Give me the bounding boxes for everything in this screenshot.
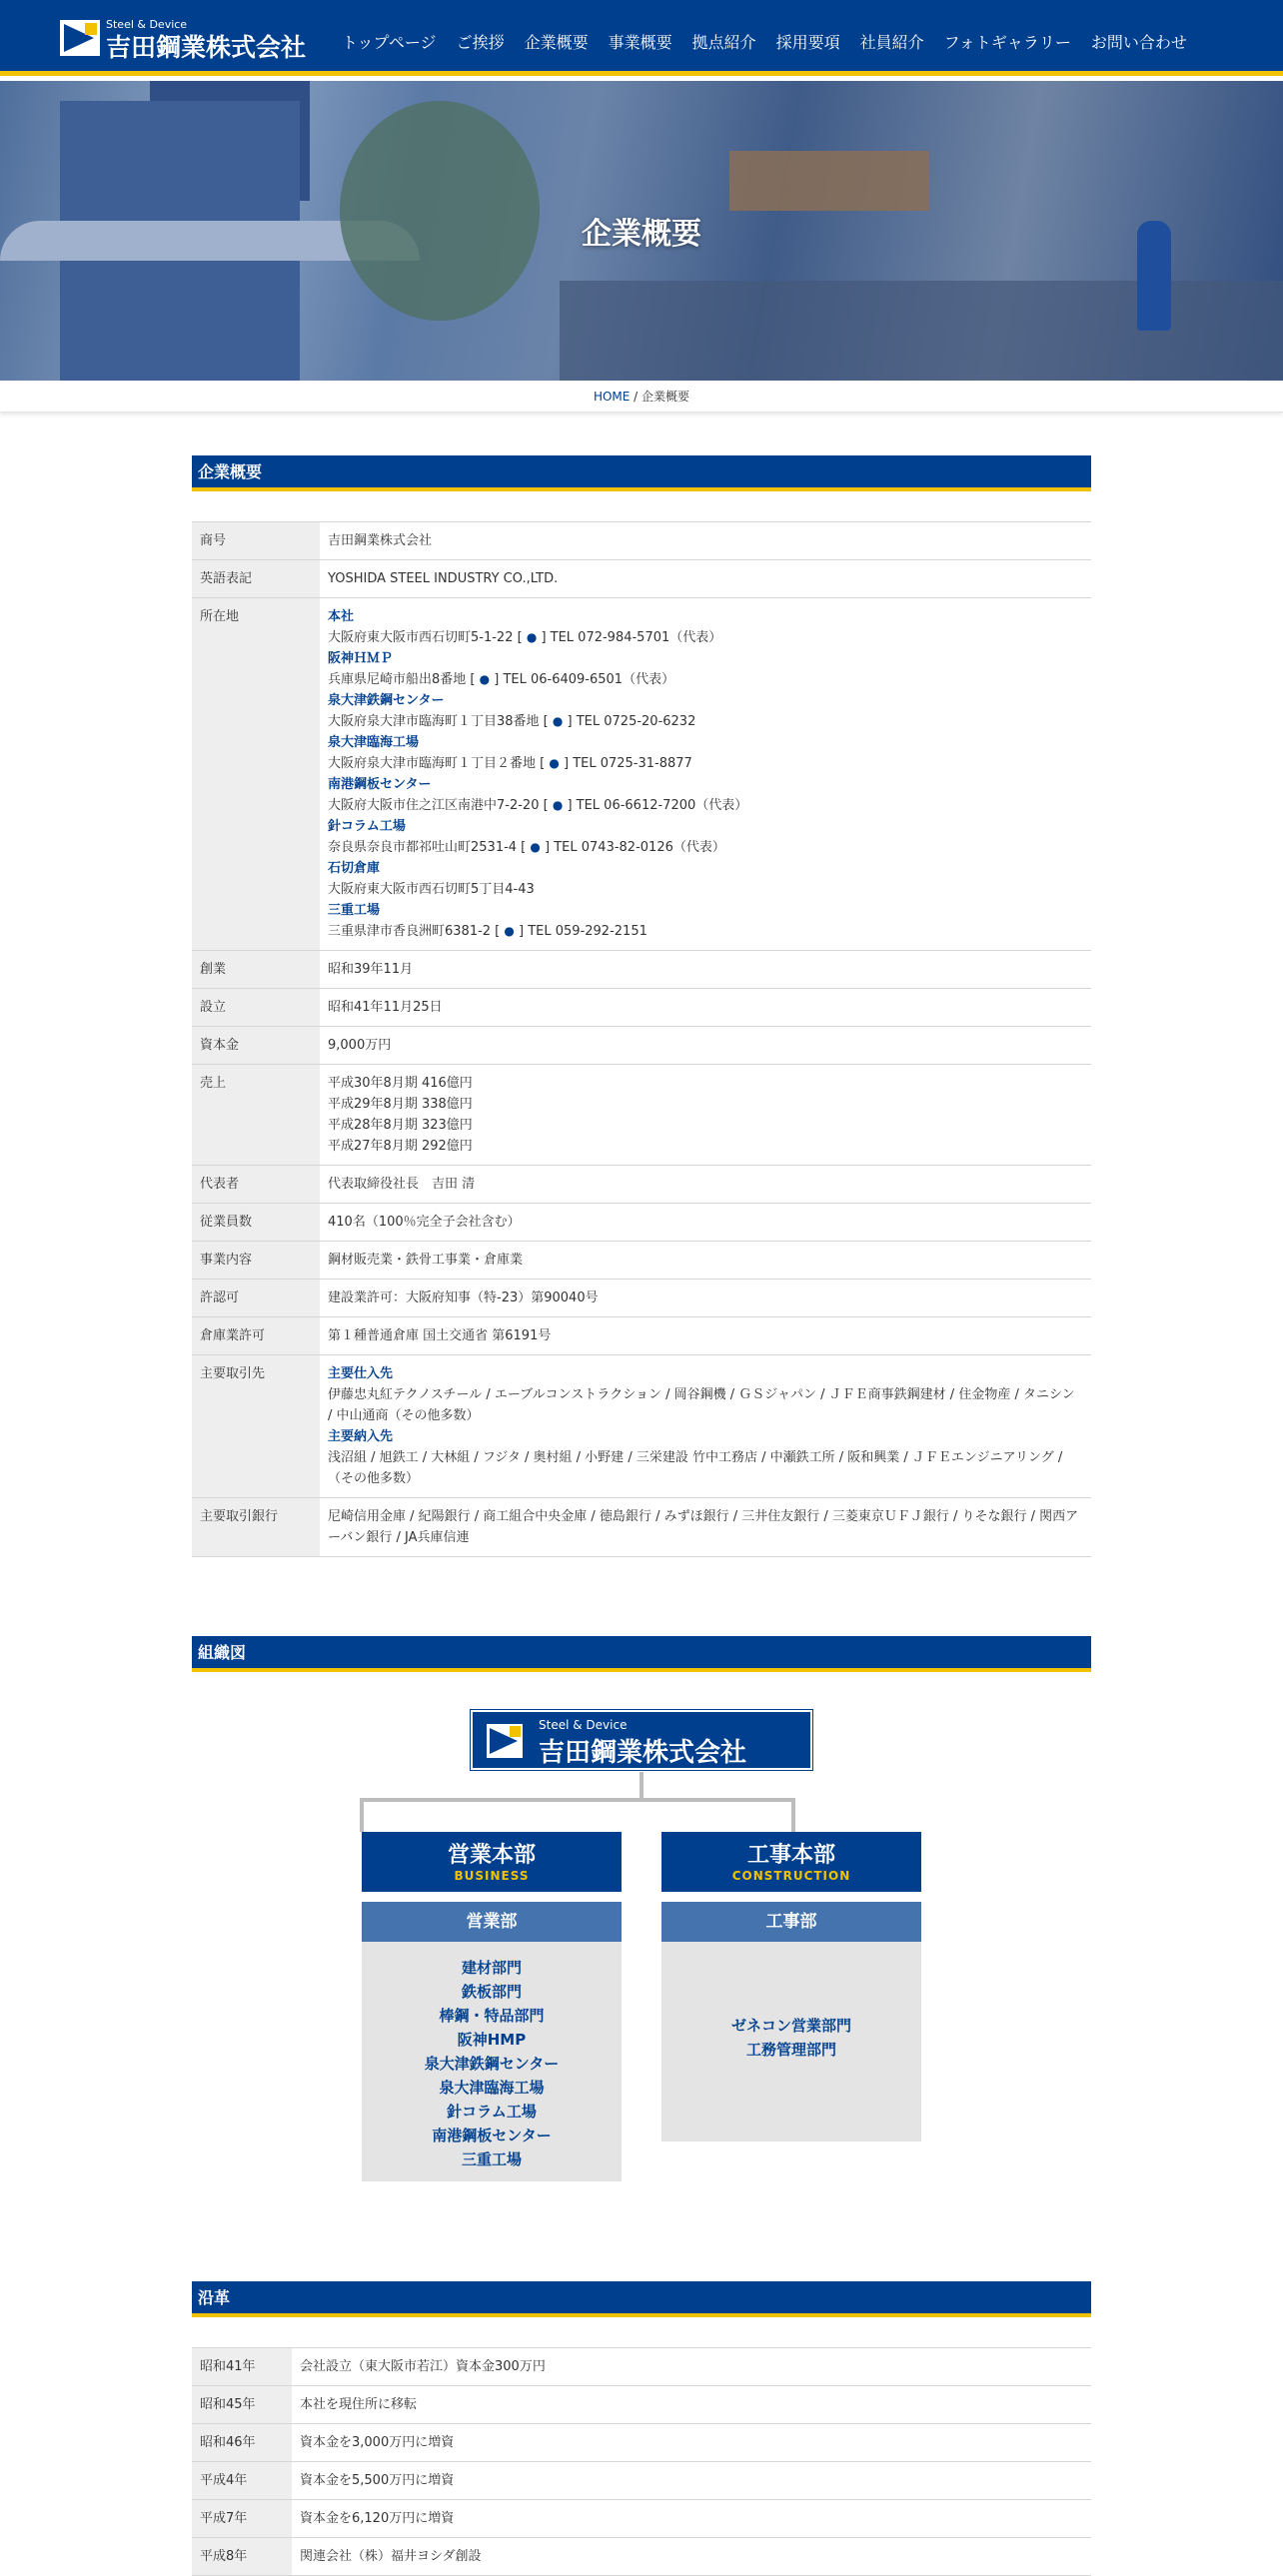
table-row	[192, 2462, 1091, 2500]
list-item: 棒鋼・特品部門	[439, 2007, 545, 2025]
list-item: 建材部門	[461, 1959, 522, 1977]
history-year: 昭和41年	[192, 2348, 292, 2386]
location-hanshin-hmp	[328, 648, 1083, 690]
logo-mark-icon	[60, 20, 100, 56]
sales-line: 平成27年8月期 292億円	[328, 1139, 473, 1154]
history-event: 本社を現住所に移転	[292, 2386, 1091, 2424]
locations-list	[320, 598, 1091, 951]
location-name: 針コラム工場	[328, 819, 406, 834]
row-label: 資本金	[192, 1027, 320, 1065]
location-name: 泉大津鉄鋼センター	[328, 693, 445, 708]
list-item: 針コラム工場	[447, 2103, 537, 2121]
row-value: 9,000万円	[320, 1027, 1091, 1065]
row-label: 主要取引銀行	[192, 1498, 320, 1557]
row-label: 従業員数	[192, 1204, 320, 1242]
list-item: 南港鋼板センター	[432, 2127, 552, 2145]
org-connector	[360, 1798, 364, 1832]
nav-contact[interactable]: お問い合わせ	[1090, 33, 1187, 52]
list-item: 泉大津鉄鋼センター	[424, 2055, 560, 2073]
history-event: 資本金を3,000万円に増資	[292, 2424, 1091, 2462]
location-address: 三重県津市香良洲町6381-2 [	[328, 924, 501, 939]
location-name: 阪神ＨＭＰ	[328, 651, 394, 666]
logo-company-name: 吉田鋼業株式会社	[106, 33, 307, 62]
section-heading-overview: 企業概要	[192, 455, 1091, 491]
map-pin-icon[interactable]: ●	[530, 840, 541, 854]
history-year: 平成8年	[192, 2538, 292, 2576]
row-value: 昭和39年11月	[320, 951, 1091, 989]
org-logo-tagline: Steel & Device	[539, 1718, 628, 1732]
location-ishikiri-warehouse	[328, 858, 1083, 900]
sales-line: 平成28年8月期 323億円	[328, 1118, 473, 1133]
table-row	[192, 598, 1091, 951]
location-address: 兵庫県尼崎市船出8番地 [	[328, 672, 476, 687]
list-item: 工務管理部門	[745, 2041, 836, 2059]
history-event: 会社設立（東大阪市若江）資本金300万円	[292, 2348, 1091, 2386]
row-label: 英語表記	[192, 560, 320, 598]
row-label: 所在地	[192, 598, 320, 951]
table-row	[192, 2500, 1091, 2538]
table-row	[192, 1166, 1091, 1204]
location-address: 大阪府大阪市住之江区南港中7-2-20 [	[328, 798, 549, 813]
row-label: 許認可	[192, 1280, 320, 1317]
table-row	[192, 1280, 1091, 1317]
subdept-sales: 営業部	[362, 1902, 622, 1942]
list-item: 鉄板部門	[461, 1983, 522, 2001]
suppliers-list: 伊藤忠丸紅テクノスチール / エーブルコンストラクション / 岡谷鋼機 / ＧＳジャパン / ＪＦＥ商事鉄鋼建材 / 住金物産 / タニシン / 中山通商（その他多数）	[328, 1387, 1075, 1423]
dept-business	[362, 1832, 622, 1892]
breadcrumb-separator: /	[634, 390, 639, 404]
table-row	[192, 2538, 1091, 2576]
row-value: 尼崎信用金庫 / 紀陽銀行 / 商工組合中央金庫 / 徳島銀行 / みずほ銀行 / 三井住友銀行 / 三菱東京ＵＦＪ銀行 / りそな銀行 / 関西アーバン銀行 / JA兵庫信連	[320, 1498, 1091, 1557]
location-hari-column	[328, 816, 1083, 858]
table-row	[192, 2386, 1091, 2424]
breadcrumb-home[interactable]: HOME	[593, 390, 631, 404]
org-chart-logo	[471, 1710, 812, 1770]
location-nanko-center	[328, 774, 1083, 816]
customers-list: 浅沼組 / 旭鉄工 / 大林組 / フジタ / 奥村組 / 小野建 / 三栄建設 竹中工務店 / 中瀬鉄工所 / 阪和興業 / ＪＦＥエンジニアリング /（その他多数）	[328, 1450, 1063, 1486]
list-item: 阪神HMP	[457, 2031, 527, 2049]
row-value: 鋼材販売業・鉄骨工事業・倉庫業	[320, 1242, 1091, 1280]
logo-tagline: Steel & Device	[106, 18, 188, 31]
breadcrumb	[0, 381, 1283, 413]
map-pin-icon[interactable]: ●	[549, 756, 560, 770]
table-row	[192, 951, 1091, 989]
table-row	[192, 560, 1091, 598]
site-header	[0, 0, 1283, 76]
row-value: 第１種普通倉庫 国土交通省 第6191号	[320, 1317, 1091, 1355]
nav-company-overview[interactable]: 企業概要	[524, 33, 589, 52]
row-value: YOSHIDA STEEL INDUSTRY CO.,LTD.	[320, 560, 1091, 598]
location-address: 大阪府泉大津市臨海町１丁目２番地 [	[328, 756, 546, 771]
hero-crane	[729, 151, 929, 211]
location-tel: ] TEL 0743-82-0126（代表）	[545, 840, 725, 855]
customers-label: 主要納入先	[328, 1429, 394, 1444]
location-name: 南港鋼板センター	[328, 777, 432, 792]
row-label: 事業内容	[192, 1242, 320, 1280]
location-izumiotsu-center	[328, 690, 1083, 732]
history-year: 平成4年	[192, 2462, 292, 2500]
list-item: 泉大津臨海工場	[439, 2079, 545, 2097]
sales-line: 平成30年8月期 416億円	[328, 1076, 473, 1091]
section-heading-history: 沿革	[192, 2281, 1091, 2317]
org-connector	[360, 1798, 795, 1802]
location-tel: ] TEL 072-984-5701（代表）	[541, 630, 722, 645]
table-row	[192, 1204, 1091, 1242]
map-pin-icon[interactable]: ●	[552, 714, 564, 728]
history-year: 平成7年	[192, 2500, 292, 2538]
location-name: 三重工場	[328, 903, 381, 918]
list-item: ゼネコン営業部門	[730, 2017, 851, 2035]
history-table	[192, 2347, 1091, 2576]
location-mie-factory	[328, 900, 1083, 942]
row-value: 410名（100％完全子会社含む）	[320, 1204, 1091, 1242]
row-value	[320, 1065, 1091, 1166]
construction-divisions-box	[661, 1942, 921, 2142]
history-year: 昭和46年	[192, 2424, 292, 2462]
table-row	[192, 1242, 1091, 1280]
table-row	[192, 989, 1091, 1027]
row-value: 建設業許可：大阪府知事（特-23）第90040号	[320, 1280, 1091, 1317]
row-value	[320, 1355, 1091, 1498]
nav-gallery[interactable]: フォトギャラリー	[943, 33, 1071, 52]
logo-mark-icon	[487, 1724, 523, 1758]
table-row	[192, 1065, 1091, 1166]
row-label: 売上	[192, 1065, 320, 1166]
table-row	[192, 1498, 1091, 1557]
map-pin-icon[interactable]: ●	[552, 798, 564, 812]
map-pin-icon[interactable]: ●	[504, 924, 515, 938]
table-row	[192, 2348, 1091, 2386]
history-event: 資本金を5,500万円に増資	[292, 2462, 1091, 2500]
hero-steel-plates	[560, 281, 1283, 381]
row-label: 商号	[192, 522, 320, 560]
row-label: 倉庫業許可	[192, 1317, 320, 1355]
table-row	[192, 1027, 1091, 1065]
page-title: 企業概要	[582, 217, 701, 252]
suppliers-label: 主要仕入先	[328, 1366, 394, 1381]
location-address: 大阪府東大阪市西石切町5丁目4-43	[328, 882, 535, 897]
table-row	[192, 522, 1091, 560]
row-label: 代表者	[192, 1166, 320, 1204]
nav-greeting[interactable]: ご挨拶	[456, 33, 505, 52]
sales-divisions-box	[362, 1942, 622, 2181]
main-nav	[332, 22, 1197, 61]
dept-name: 営業本部	[447, 1843, 536, 1868]
row-label: 設立	[192, 989, 320, 1027]
list-item: 三重工場	[461, 2150, 522, 2168]
location-tel: ] TEL 059-292-2151	[519, 924, 647, 939]
subdept-construction: 工事部	[661, 1902, 921, 1942]
location-address: 奈良県奈良市都祁吐山町2531-4 [	[328, 840, 527, 855]
row-value: 代表取締役社長 吉田 清	[320, 1166, 1091, 1204]
sales-line: 平成29年8月期 338億円	[328, 1097, 473, 1112]
nav-recruit[interactable]: 採用要項	[775, 33, 840, 52]
breadcrumb-current: 企業概要	[642, 390, 690, 404]
location-address: 大阪府泉大津市臨海町１丁目38番地 [	[328, 714, 549, 729]
table-row	[192, 1317, 1091, 1355]
nav-business-overview[interactable]: 事業概要	[608, 33, 672, 52]
nav-top[interactable]: トップページ	[342, 33, 437, 52]
nav-locations[interactable]: 拠点紹介	[691, 33, 756, 52]
history-event: 関連会社（株）福井ヨシダ創設	[292, 2538, 1091, 2576]
history-event: 資本金を6,120万円に増資	[292, 2500, 1091, 2538]
nav-staff[interactable]: 社員紹介	[859, 33, 924, 52]
location-name: 泉大津臨海工場	[328, 735, 420, 750]
overview-table	[192, 521, 1091, 1557]
site-logo[interactable]	[60, 18, 320, 62]
location-honsha	[328, 606, 1083, 648]
row-value: 昭和41年11月25日	[320, 989, 1091, 1027]
org-connector	[640, 1772, 643, 1800]
org-logo-name: 吉田鋼業株式会社	[539, 1738, 747, 1768]
row-value: 吉田鋼業株式会社	[320, 522, 1091, 560]
hero-banner	[0, 81, 1283, 381]
table-row	[192, 1355, 1091, 1498]
row-label: 創業	[192, 951, 320, 989]
map-pin-icon[interactable]: ●	[526, 630, 538, 644]
location-tel: ] TEL 06-6409-6501（代表）	[494, 672, 675, 687]
history-year: 昭和45年	[192, 2386, 292, 2424]
dept-name-en: CONSTRUCTION	[731, 1869, 851, 1883]
section-heading-org: 組織図	[192, 1636, 1091, 1672]
location-name: 本社	[328, 609, 355, 624]
row-label: 主要取引先	[192, 1355, 320, 1498]
location-izumiotsu-factory	[328, 732, 1083, 774]
dept-name-en: BUSINESS	[454, 1869, 530, 1883]
location-tel: ] TEL 0725-31-8877	[563, 756, 692, 771]
location-tel: ] TEL 0725-20-6232	[567, 714, 696, 729]
dept-construction	[661, 1832, 921, 1892]
location-tel: ] TEL 06-6612-7200（代表）	[567, 798, 748, 813]
map-pin-icon[interactable]: ●	[479, 672, 491, 686]
org-connector	[791, 1798, 795, 1832]
dept-name: 工事本部	[746, 1843, 835, 1868]
location-address: 大阪府東大阪市西石切町5-1-22 [	[328, 630, 523, 645]
location-name: 石切倉庫	[328, 861, 381, 876]
table-row	[192, 2424, 1091, 2462]
